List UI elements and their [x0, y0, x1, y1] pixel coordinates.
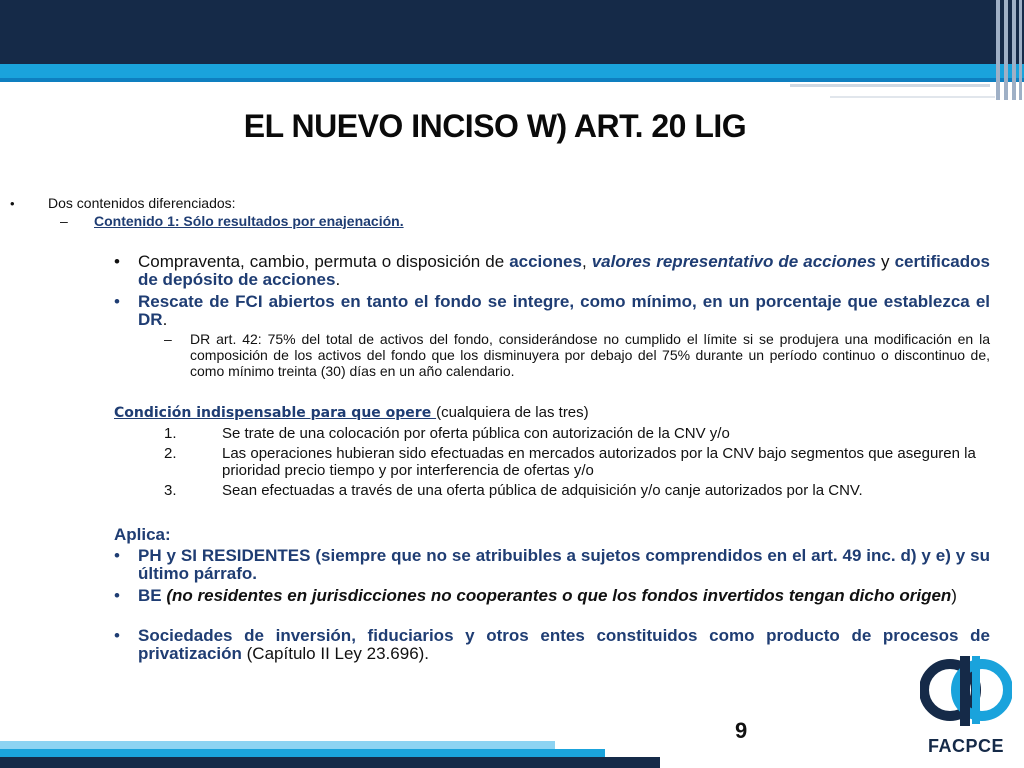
dr-note: DR art. 42: 75% del total de activos del fondo, considerándose no cumplido el límite si se produjera una modificación en la composición de los activos del fondo que los disminuyera por debajo del 75% durante un período continuo o discontinuo de, como mínimo treinta (30) días en un año calendario. [190, 331, 990, 379]
condicion-item: Se trate de una colocación por oferta pública con autorización de la CNV y/o [222, 425, 730, 442]
list-number: 1. [164, 425, 177, 442]
decor-line [830, 96, 995, 98]
dash-glyph: – [164, 331, 172, 347]
bullet-glyph: • [114, 292, 120, 311]
page-number: 9 [735, 718, 748, 743]
slide-title: EL NUEVO INCISO W) ART. 20 LIG [243, 108, 747, 144]
aplica-heading: Aplica: [114, 525, 171, 544]
header-stripe [0, 64, 1024, 78]
bullet-glyph: • [10, 196, 15, 211]
condicion-item: Las operaciones hubieran sido efectuadas en mercados autorizados por la CNV bajo segmentos que aseguren la prioridad precio tiempo y por interferencia de ofertas y/o [222, 445, 976, 479]
footer-stripe [0, 749, 605, 757]
item-rescate-fci: Rescate de FCI abiertos en tanto el fondo se integre, como mínimo, en un porcentaje que establezca el DR. [138, 292, 990, 329]
header-right-bars [994, 0, 1024, 100]
aplica-sociedades: Sociedades de inversión, fiduciarios y otros entes constituidos como producto de procesos de privatización (Capítulo II Ley 23.696). [138, 626, 990, 663]
bullet-glyph: • [114, 252, 120, 271]
footer-stripe [0, 757, 660, 768]
bullet-glyph: • [114, 626, 120, 645]
bullet-glyph: • [114, 546, 120, 565]
condicion-heading: Condición indispensable para que opere (cualquiera de las tres) [114, 404, 589, 421]
footer-stripe [0, 741, 555, 749]
list-number: 3. [164, 482, 177, 499]
header-bar [0, 0, 1024, 64]
condicion-item: Sean efectuadas a través de una oferta pública de adquisición y/o canje autorizados por la CNV. [222, 482, 863, 499]
dash-glyph: – [60, 213, 68, 229]
bullet-glyph: • [114, 586, 120, 605]
decor-line [790, 84, 990, 87]
aplica-be: BE (no residentes en jurisdicciones no cooperantes o que los fondos invertidos tengan dicho origen) [138, 586, 957, 605]
aplica-ph-si: PH y SI RESIDENTES (siempre que no se atribuibles a sujetos comprendidos en el art. 49 inc. d) y e) y su último párrafo. [138, 546, 990, 583]
list-number: 2. [164, 445, 177, 462]
logo-text: FACPCE [927, 736, 1004, 756]
content-heading: Contenido 1: Sólo resultados por enajenación. [94, 213, 404, 229]
header-stripe-dark [0, 78, 1024, 82]
intro-bullet: Dos contenidos diferenciados: [48, 195, 236, 211]
item-compraventa: Compraventa, cambio, permuta o disposición de acciones, valores representativo de acciones y certificados de depósito de acciones. [138, 252, 990, 289]
